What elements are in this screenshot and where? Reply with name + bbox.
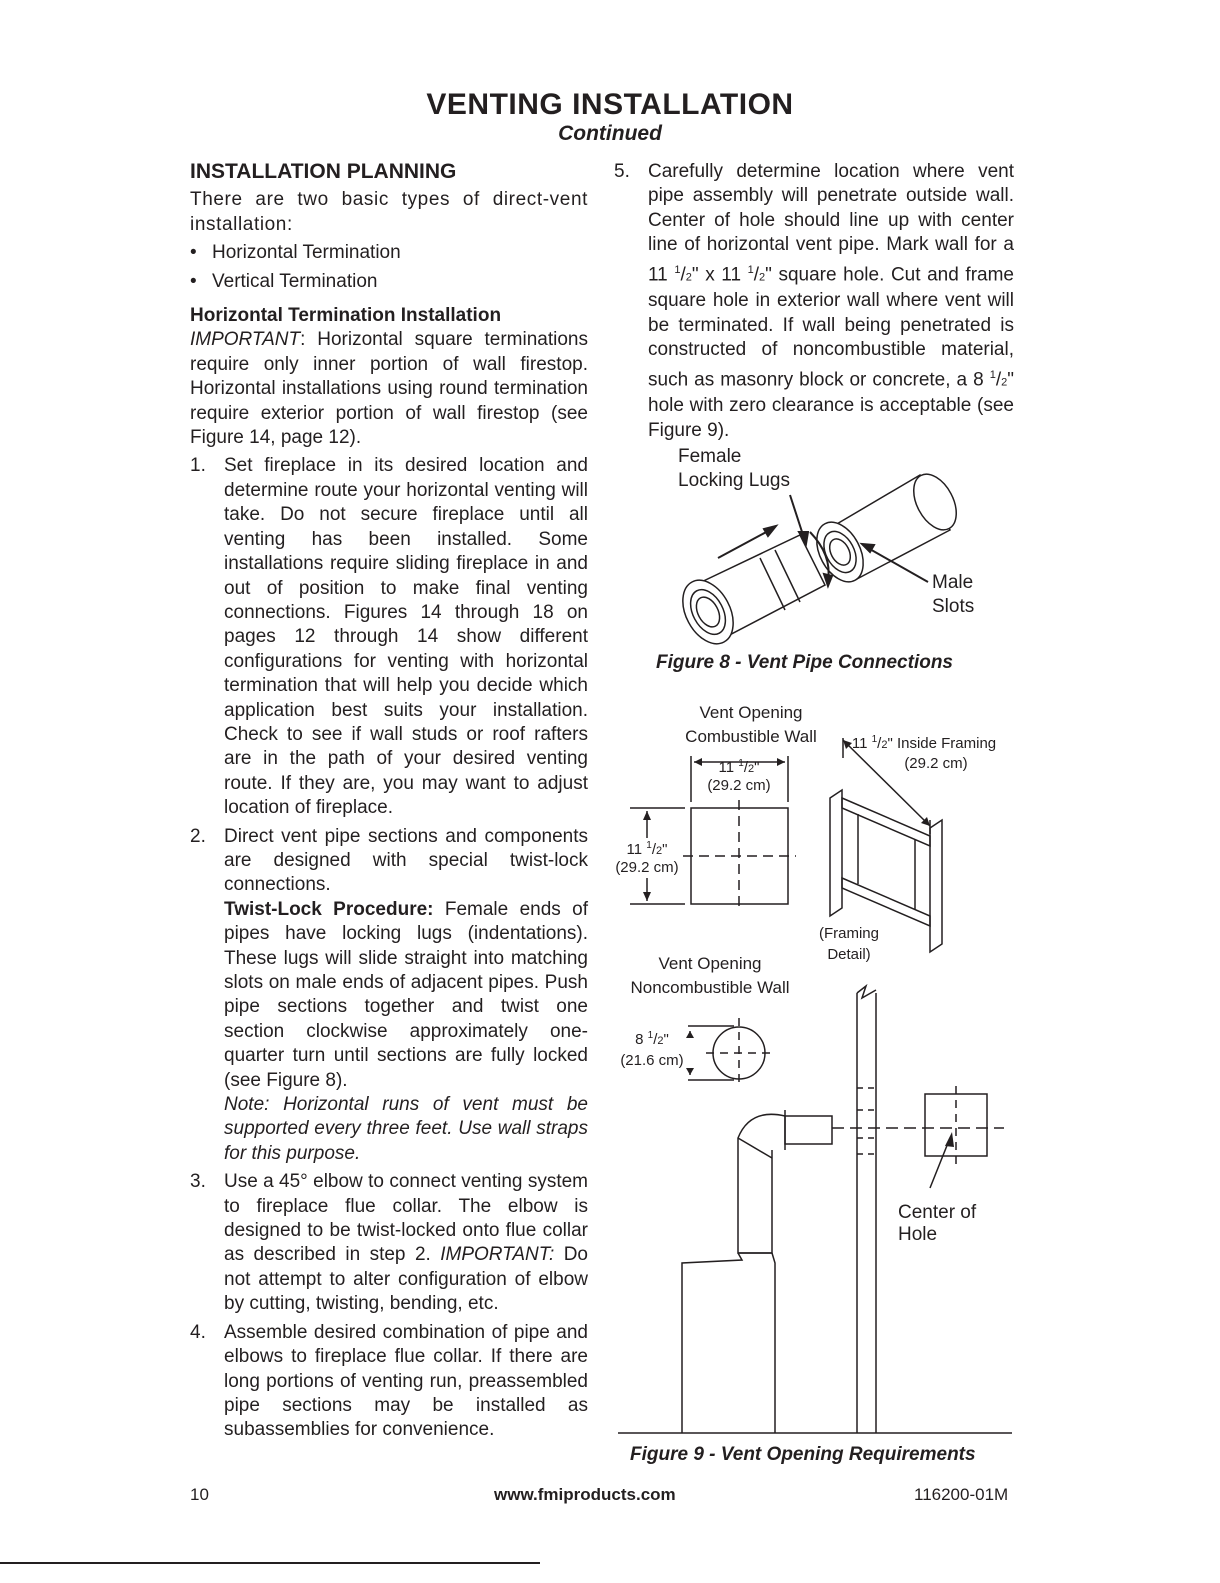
figure-9-caption: Figure 9 - Vent Opening Requirements bbox=[630, 1444, 976, 1465]
page-title: VENTING INSTALLATION bbox=[426, 88, 794, 121]
twist-lock-procedure: Twist-Lock Procedure: Female ends of pipes have locking lugs (indentations). These lugs will slide straight into matching slots on male ends of adjacent pipes. Push pipe sections together and twist one section clockwise approximately one-quarter turn until sections are fully locked (see Figure 8). bbox=[224, 898, 588, 1091]
right-column bbox=[614, 160, 1014, 443]
section-heading: INSTALLATION PLANNING bbox=[190, 160, 457, 183]
pipe-female bbox=[673, 535, 825, 652]
female-label-2: Locking Lugs bbox=[678, 470, 790, 491]
page-number: 10 bbox=[190, 1485, 209, 1504]
page-subtitle: Continued bbox=[558, 122, 662, 145]
dim-round-cm: (21.6 cm) bbox=[620, 1052, 684, 1069]
website-url: www.fmiproducts.com bbox=[494, 1485, 676, 1504]
dim-side-cm: (29.2 cm) bbox=[615, 859, 679, 876]
subheading: Horizontal Termination Installation bbox=[190, 305, 502, 327]
dim-top-cm: (29.2 cm) bbox=[707, 777, 771, 794]
step-3: 3. Use a 45° elbow to connect venting system to fireplace flue collar. The elbow is designed to be twist-locked onto flue collar as described in step 2. IMPORTANT: Do not attempt to alter configuration of elbow by cutting, twisting, bending, etc. bbox=[190, 1171, 588, 1315]
female-label-1: Female bbox=[678, 446, 742, 467]
document-number: 116200-01M bbox=[914, 1485, 1009, 1504]
inside-framing-cm: (29.2 cm) bbox=[904, 755, 968, 772]
step-5: 5. Carefully determine location where vent pipe assembly will penetrate outside wall. Center of hole should line up with center line of horizontal vent pipe. Mark wall for a 11 $^1$/2" x 11 $^1$/2" square hole. Cut and frame square hole in exterior wall where vent will be terminated. If wall being penetrated is constructed of noncombustible material, such as masonry block or concrete, a 8 $^1$/2" hole with zero clearance is acceptable (see Figure 9). bbox=[614, 161, 1014, 441]
dim-round: 8 $^1$/2" bbox=[635, 1030, 669, 1048]
framing-detail-1: (Framing bbox=[818, 925, 880, 942]
combustible-label-1: Vent Opening bbox=[699, 703, 803, 722]
figure-9-diagram bbox=[610, 698, 1020, 1438]
inside-framing: 11 $^1$/2" Inside Framing bbox=[851, 734, 997, 752]
intro-text: There are two basic types of direct-vent installation: bbox=[190, 189, 588, 235]
center-label-1: Center of bbox=[898, 1202, 977, 1223]
framing-detail-2: Detail) bbox=[827, 946, 871, 963]
combustible-label-2: Combustible Wall bbox=[685, 727, 817, 746]
center-label-2: Hole bbox=[898, 1224, 938, 1245]
left-column bbox=[190, 160, 588, 1443]
step-2: 2. Direct vent pipe sections and components are designed with special twist-lock connections. Twist-Lock Procedure: Female ends of pipes have locking lugs (indentations). These lugs will slide straight into matching slots on male ends of adjacent pipes. Push pipe sections together and twist one section clockwise approximately one-quarter turn until sections are fully locked (see Figure 8). Note: Horizontal runs of vent must be supported every three feet. Use wall straps for this purpose. bbox=[190, 825, 588, 1167]
bullet-item: • Horizontal Termination bbox=[190, 242, 401, 264]
note: Note: Horizontal runs of vent must be supported every three feet. Use wall straps for this purpose. bbox=[224, 1094, 588, 1164]
step-1: 1. Set fireplace in its desired location and determine route your horizontal venting will take. Do not secure fireplace until all venting has been installed. Some installations require sliding fireplace in and out of position to make final venting connections. Figures 14 through 18 on pages 12 through 14 show different configurations for venting with horizontal termination that will help you decide which application best suits your installation. Check to see if wall studs or roof rafters are in the path of your desired venting route. If they are, you may want to adjust location of fireplace. bbox=[190, 455, 588, 819]
noncombustible-label-1: Vent Opening bbox=[658, 954, 762, 973]
figure-8-caption: Figure 8 - Vent Pipe Connections bbox=[656, 652, 953, 673]
bullet-item: • Vertical Termination bbox=[190, 270, 378, 292]
dim-top: 11 $^1$/2" bbox=[718, 758, 760, 776]
bottom-rule bbox=[0, 1562, 540, 1564]
dim-side: 11 $^1$/2" bbox=[626, 840, 668, 858]
noncombustible-label-2: Noncombustible Wall bbox=[630, 978, 790, 997]
step-4: 4. Assemble desired combination of pipe and elbows to fireplace flue collar. If there are long portions of venting run, preassembled pipe sections may be installed as subassemblies for convenience. bbox=[190, 1321, 588, 1441]
important-paragraph: IMPORTANT: Horizontal square terminations require only inner portion of wall firestop. Horizontal installations using round termination require exterior portion of wall firestop (see Figure 14, page 12). bbox=[190, 329, 588, 449]
male-label-2: Slots bbox=[932, 596, 975, 617]
male-label-1: Male bbox=[932, 572, 974, 593]
